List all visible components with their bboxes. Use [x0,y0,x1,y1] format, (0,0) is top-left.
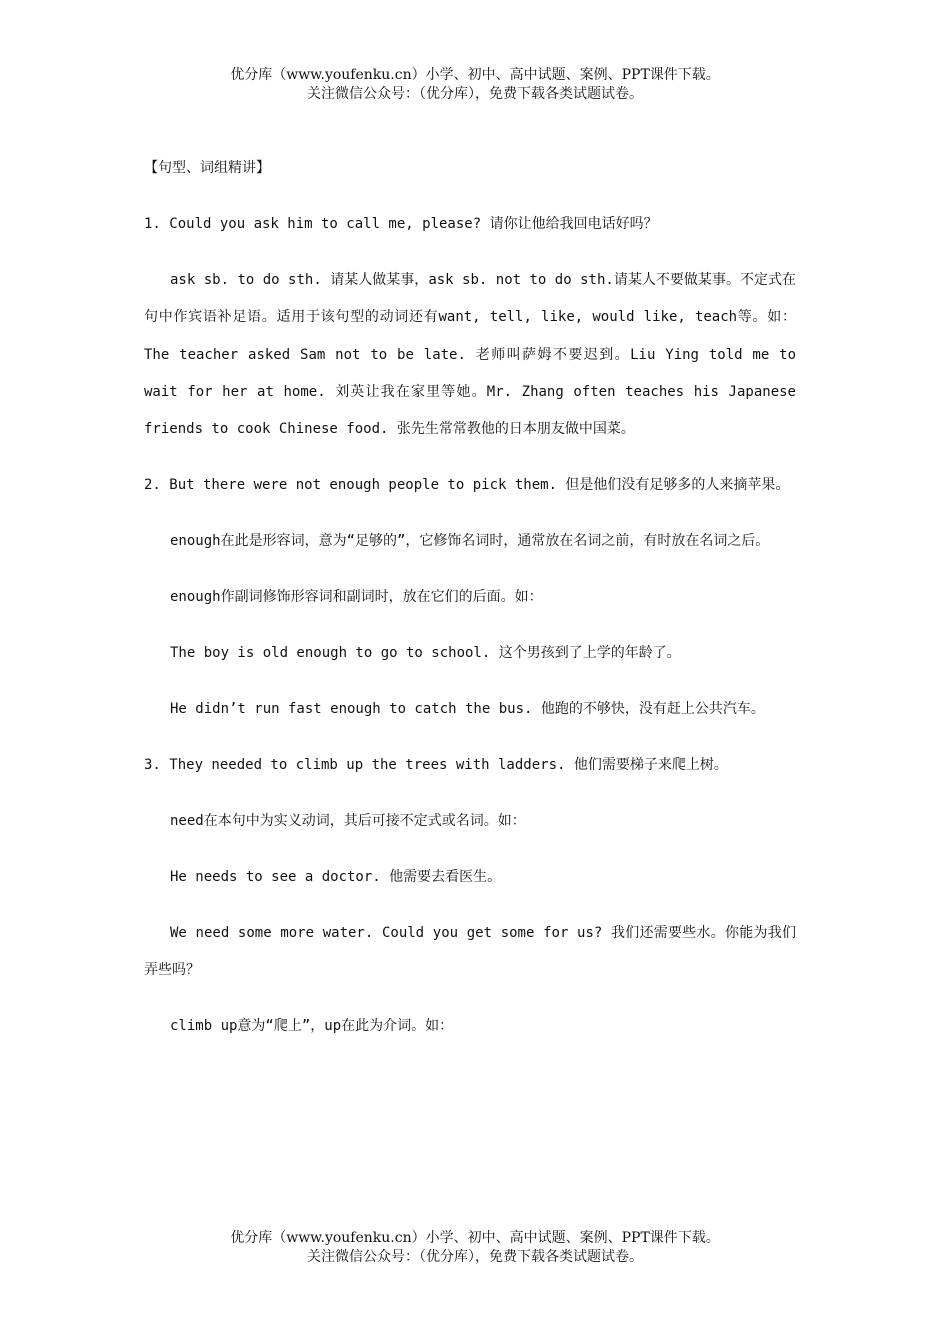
paragraph-10: He needs to see a doctor. 他需要去看医生。 [170,869,502,886]
document-body [144,150,796,1064]
page-footer [0,1229,950,1267]
section-title: 【句型、词组精讲】 [144,160,270,176]
header-line-2: 关注微信公众号：（优分库），免费下载各类试题试卷。 [307,86,643,102]
header-line-1: 优分库（www.youfenku.cn）小学、初中、高中试题、案例、PPT课件下载。 [230,67,720,83]
page-header [0,66,950,104]
paragraph-5: enough作副词修饰形容词和副词时，放在它们的后面。如： [170,589,543,606]
paragraph-1: 1. Could you ask him to call me, please? 请你让他给我回电话好吗？ [144,215,658,232]
paragraph-6: The boy is old enough to go to school. 这个男孩到了上学的年龄了。 [170,645,681,662]
paragraph-8: 3. They needed to climb up the trees with ladders. 他们需要梯子来爬上树。 [144,757,728,774]
paragraph-7: He didn’t run fast enough to catch the bus. 他跑的不够快，没有赶上公共汽车。 [170,701,765,718]
paragraph-12: climb up意为“爬上”，up在此为介词。如： [170,1018,454,1035]
footer-line-2: 关注微信公众号：（优分库），免费下载各类试题试卷。 [307,1249,643,1265]
paragraph-4: enough在此是形容词，意为“足够的”，它修饰名词时，通常放在名词之前，有时放在名词之后。 [170,533,770,550]
paragraph-3: 2. But there were not enough people to pick them. 但是他们没有足够多的人来摘苹果。 [144,477,790,494]
paragraph-11: We need some more water. Could you get some for us? 我们还需要些水。你能为我们弄些吗？ [144,925,796,979]
paragraph-9: need在本句中为实义动词，其后可接不定式或名词。如： [170,813,526,830]
paragraph-2: ask sb. to do sth. 请某人做某事，ask sb. not to do sth.请某人不要做某事。不定式在句中作宾语补足语。适用于该句型的动词还有want, tell, like, would like, teach等。如：The teacher asked Sam not to be late. 老师叫萨姆不要迟到。Liu Ying told me to wait for her at home. 刘英让我在家里等她。Mr. Zhang often teaches his Japanese friends to cook Chinese food. 张先生常常教他的日本朋友做中国菜。 [144,271,796,438]
footer-line-1: 优分库（www.youfenku.cn）小学、初中、高中试题、案例、PPT课件下载。 [230,1230,720,1246]
